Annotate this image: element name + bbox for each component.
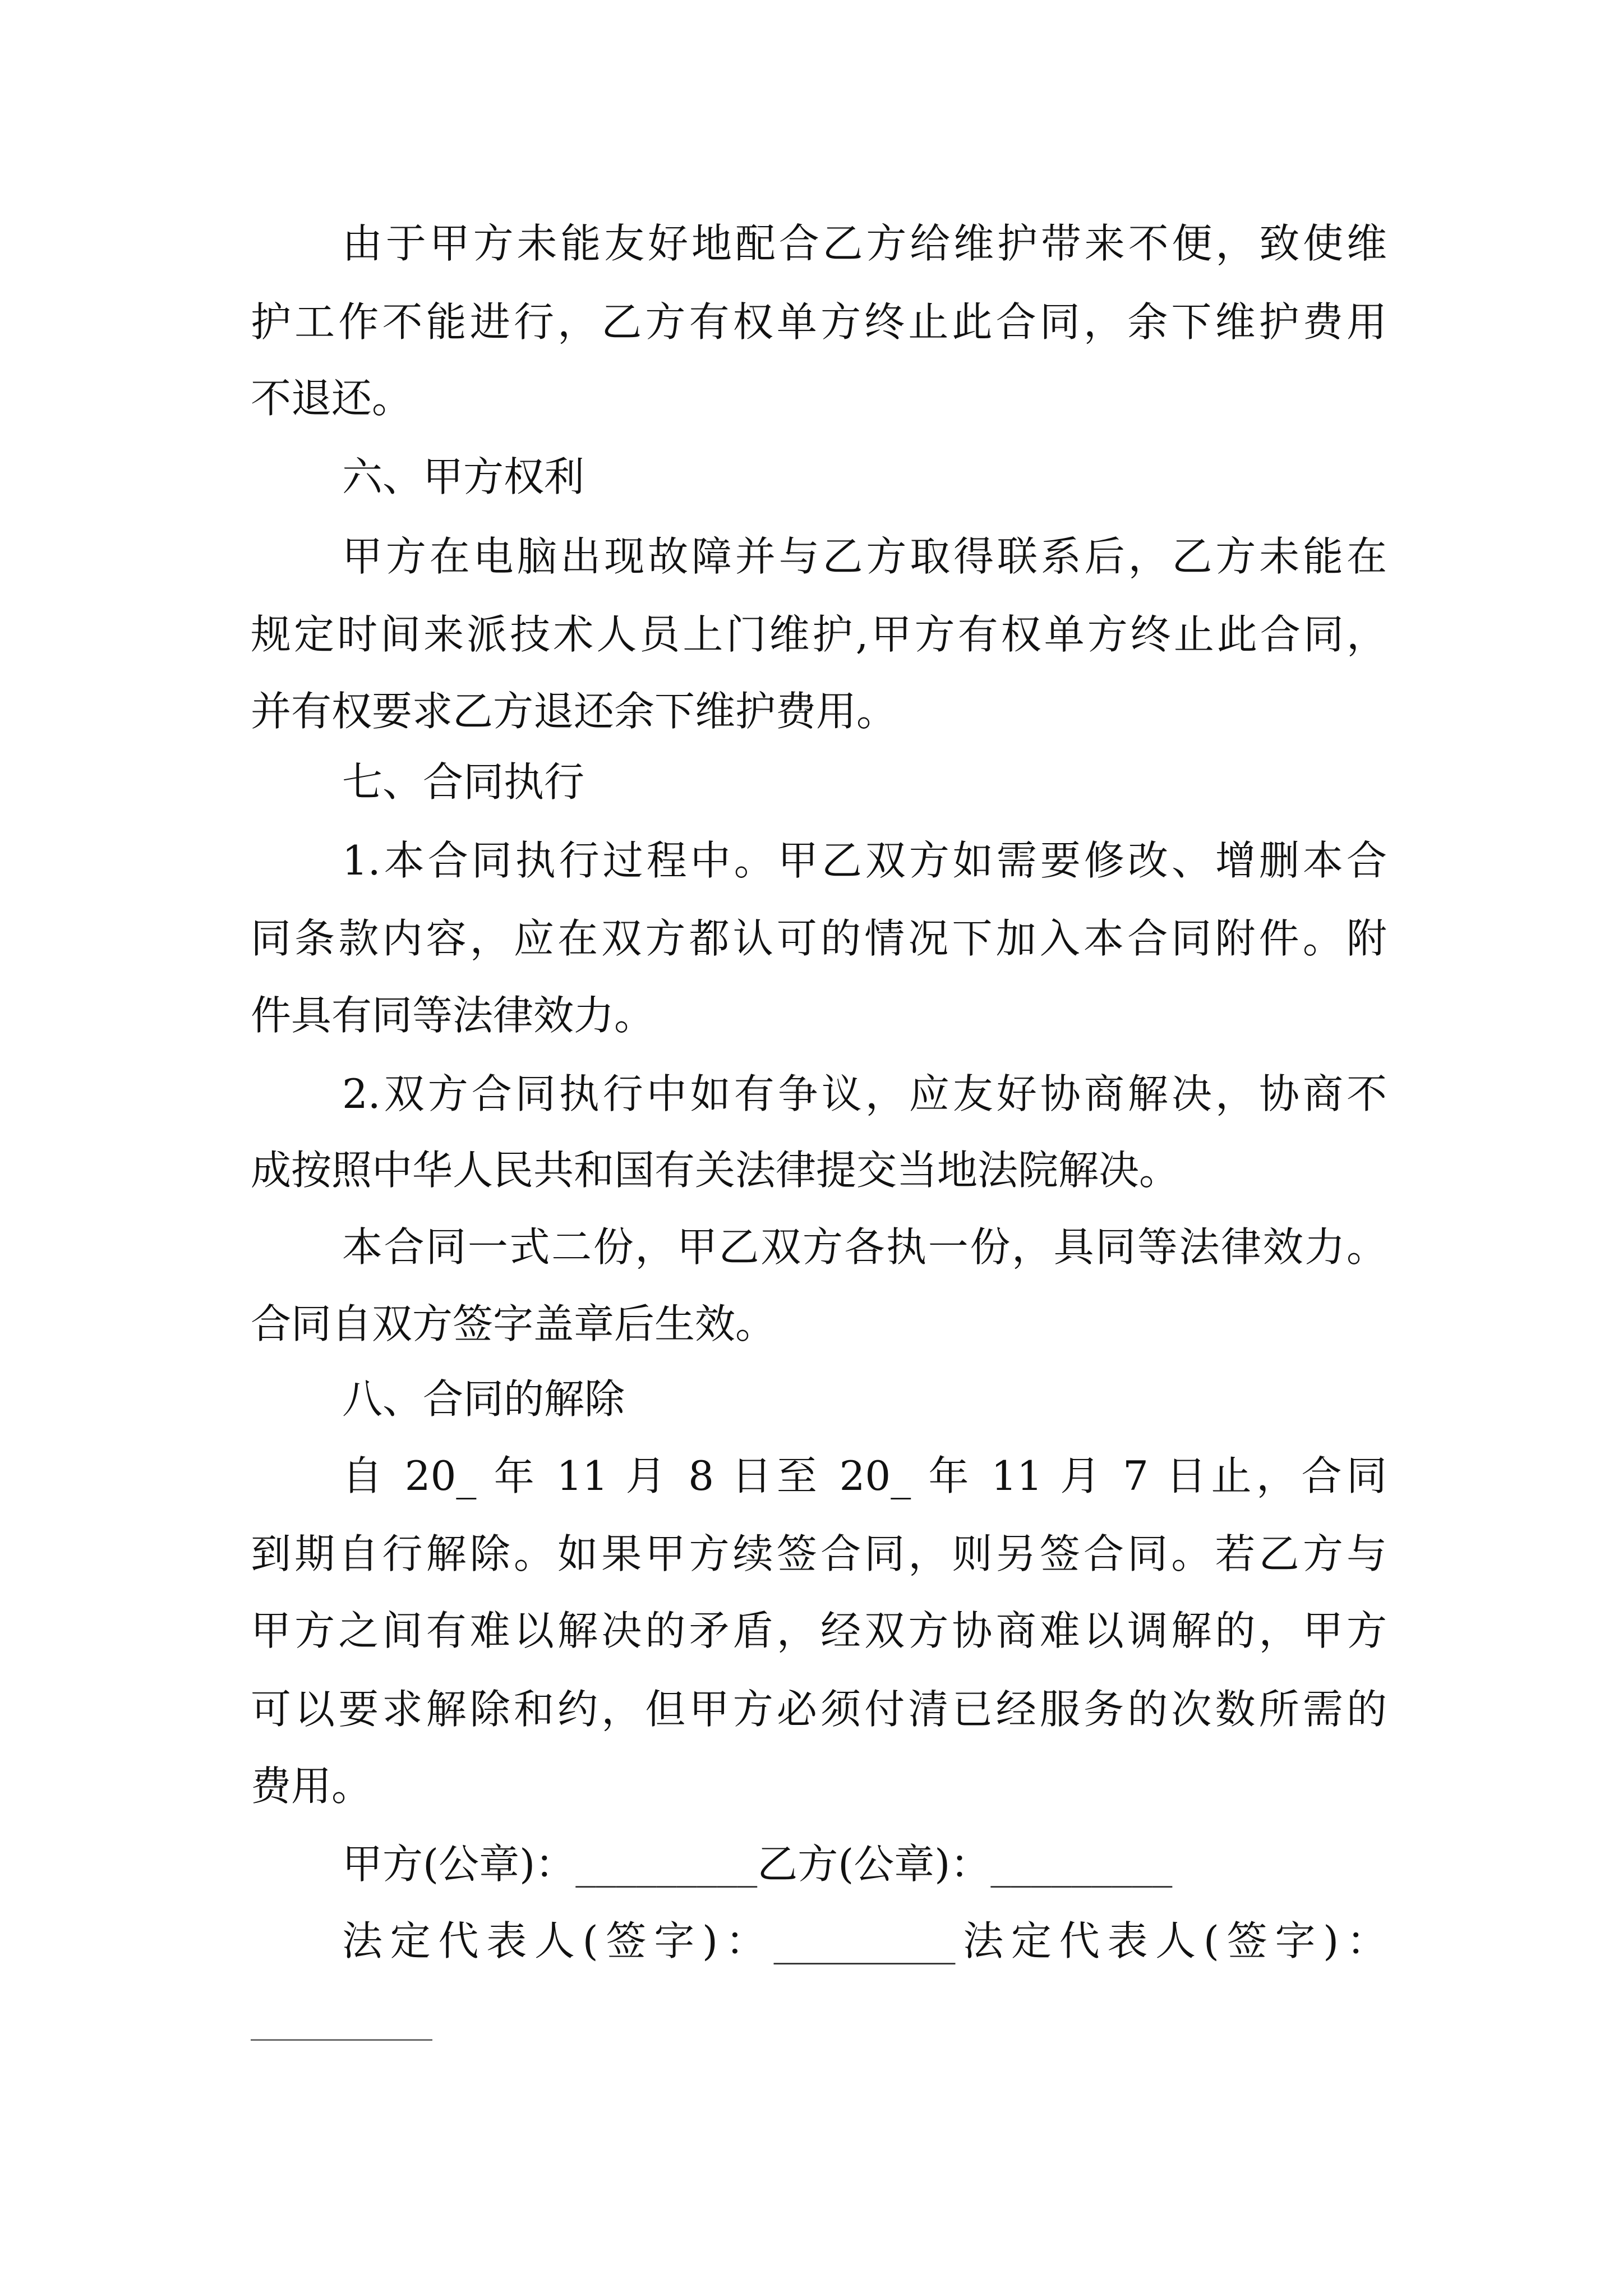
section-heading-8: 八、合同的解除 xyxy=(342,1375,625,1423)
representative-line-wrap xyxy=(251,1989,1387,2045)
paragraph-line: 规定时间来派技术人员上门维护,甲方有权单方终止此合同， xyxy=(251,611,1387,658)
paragraph-line: 合同自双方签字盖章后生效。 xyxy=(251,1300,776,1347)
paragraph-line: 可以要求解除和约，但甲方必须付清已经服务的次数所需的 xyxy=(251,1686,1387,1733)
paragraph-line: 不退还。 xyxy=(251,375,413,422)
paragraph-line: 护工作不能进行，乙方有权单方终止此合同，余下维护费用 xyxy=(251,298,1387,346)
paragraph-line: 2.双方合同执行中如有争议，应友好协商解决，协商不 xyxy=(342,1070,1387,1117)
rep-b-blank: _________ xyxy=(251,1994,432,2041)
rep-b-label: 法定代表人(签字)： xyxy=(955,1917,1387,1964)
paragraph-line: 成按照中华人民共和国有关法律提交当地法院解决。 xyxy=(251,1147,1180,1194)
paragraph-line: 1.本合同执行过程中。甲乙双方如需要修改、增删本合 xyxy=(342,837,1387,884)
paragraph-line: 并有权要求乙方退还余下维护费用。 xyxy=(251,688,897,735)
section-heading-6: 六、甲方权利 xyxy=(342,453,585,500)
party-a-seal-blank: _________ xyxy=(575,1841,758,1888)
paragraph-line: 甲方之间有难以解决的矛盾，经双方协商难以调解的，甲方 xyxy=(251,1607,1387,1654)
party-b-seal-blank: _________ xyxy=(990,1841,1173,1888)
party-a-seal-label: 甲方(公章)： xyxy=(342,1841,576,1888)
representative-line xyxy=(342,1913,1387,1969)
paragraph-line: 费用。 xyxy=(251,1763,372,1810)
paragraph-line: 由于甲方未能友好地配合乙方给维护带来不便，致使维 xyxy=(342,220,1387,267)
seal-line xyxy=(342,1836,1387,1892)
rep-a-label: 法定代表人(签字)： xyxy=(342,1917,774,1964)
section-heading-7: 七、合同执行 xyxy=(342,758,585,806)
paragraph-line: 到期自行解除。如果甲方续签合同，则另签合同。若乙方与 xyxy=(251,1530,1387,1577)
paragraph-line: 甲方在电脑出现故障并与乙方取得联系后，乙方未能在 xyxy=(342,533,1387,580)
paragraph-line: 自 20_ 年 11 月 8 日至 20_ 年 11 月 7 日止，合同 xyxy=(342,1452,1387,1499)
paragraph-line: 件具有同等法律效力。 xyxy=(251,992,655,1039)
paragraph-line: 同条款内容，应在双方都认可的情况下加入本合同附件。附 xyxy=(251,915,1387,962)
rep-a-blank: _________ xyxy=(773,1917,956,1964)
party-b-seal-label: 乙方(公章)： xyxy=(757,1841,991,1888)
paragraph-line: 本合同一式二份，甲乙双方各执一份，具同等法律效力。 xyxy=(342,1223,1387,1271)
